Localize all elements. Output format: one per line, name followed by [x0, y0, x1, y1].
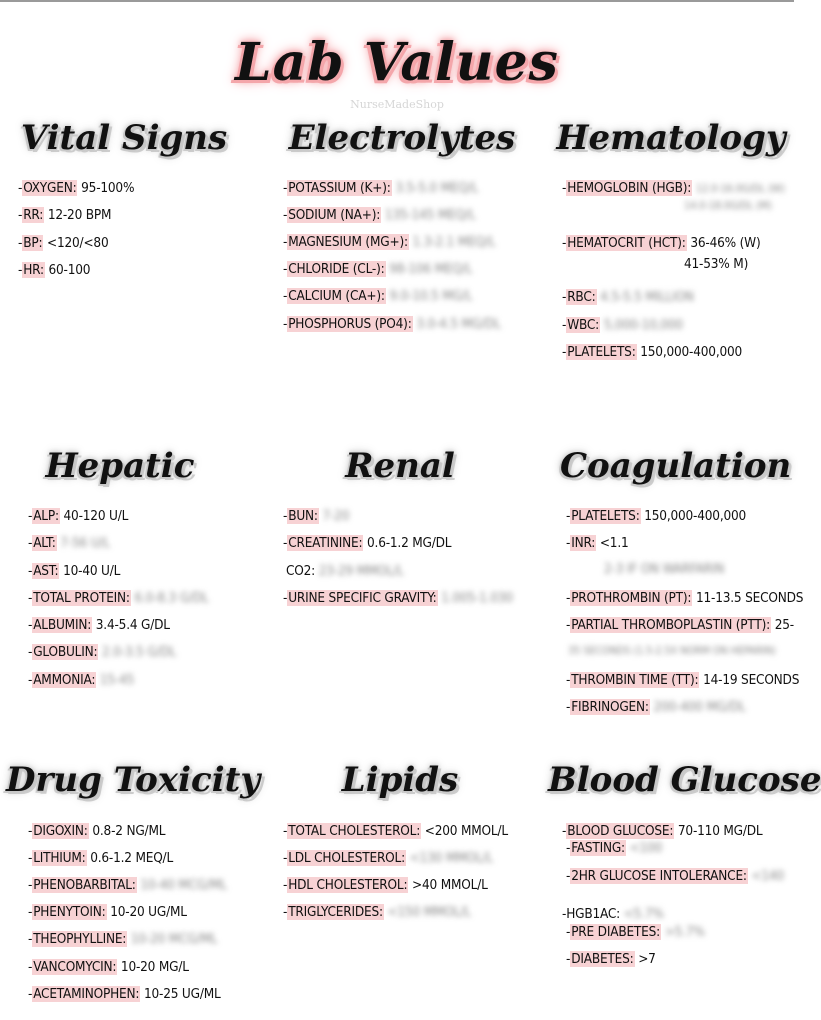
- item-label: INR:: [571, 535, 596, 551]
- item-label: BUN:: [288, 508, 318, 524]
- item-value: <120/<80: [47, 235, 109, 251]
- list-item: -PHENYTOIN: 10-20 UG/ML: [28, 904, 187, 920]
- item-label: FIBRINOGEN:: [571, 699, 649, 715]
- list-item: -HGB1AC: <5.7%: [562, 906, 664, 922]
- list-item: -DIABETES: >7: [566, 951, 656, 967]
- list-item: -AMMONIA: 15-45: [28, 672, 135, 688]
- list-item: -HEMATOCRIT (HCT): 36-46% (W): [562, 235, 761, 251]
- item-value: 14-19 SECONDS: [703, 672, 800, 688]
- item-label: PHOSPHORUS (PO4):: [288, 316, 412, 332]
- item-value: 150,000-400,000: [640, 344, 743, 360]
- item-label: BLOOD GLUCOSE:: [567, 823, 674, 839]
- item-label: TOTAL PROTEIN:: [33, 590, 130, 606]
- item-label: AMMONIA:: [33, 672, 96, 688]
- item-label: PLATELETS:: [567, 344, 636, 360]
- item-label: WBC:: [567, 317, 600, 333]
- item-value: 1.3-2.1 MEQ/L: [412, 234, 496, 250]
- item-value: 15-45: [99, 672, 135, 688]
- item-value: 25-: [774, 617, 794, 633]
- heading-electrolytes: Electrolytes: [288, 118, 516, 158]
- item-label: HGB1AC:: [566, 906, 621, 922]
- item-value: 10-40 U/L: [63, 563, 121, 579]
- list-item: -PHENOBARBITAL: 10-40 MCG/ML: [28, 877, 227, 893]
- page-title: Lab Values: [235, 32, 559, 93]
- list-item: -FIBRINOGEN: 200-400 MG/DL: [566, 699, 746, 715]
- item-value: 5,000-10,000: [603, 317, 683, 333]
- list-item: -OXYGEN: 95-100%: [18, 180, 135, 196]
- list-item: -THROMBIN TIME (TT): 14-19 SECONDS: [566, 672, 800, 688]
- item-value: 0.6-1.2 MEQ/L: [90, 850, 174, 866]
- list-item: -RR: 12-20 BPM: [18, 207, 112, 223]
- list-item: -PARTIAL THROMBOPLASTIN (PTT): 25-: [566, 617, 794, 633]
- list-item: -GLOBULIN: 2.0-3.5 G/DL: [28, 644, 177, 660]
- item-label: ALT:: [33, 535, 56, 551]
- list-item: -ALT: 7-56 U/L: [28, 535, 110, 551]
- list-item: -ALBUMIN: 3.4-5.4 G/DL: [28, 617, 170, 633]
- item-label: CO2:: [286, 563, 316, 579]
- item-value: 95-100%: [81, 180, 135, 196]
- heading-hematology: Hematology: [556, 118, 786, 158]
- item-value: 10-40 MCG/ML: [140, 877, 227, 893]
- list-item: [286, 563, 404, 579]
- list-item: -FASTING: <100: [566, 840, 663, 856]
- list-item: -TOTAL PROTEIN: 6.0-8.3 G/DL: [28, 590, 209, 606]
- item-value: <5.7%: [623, 906, 664, 922]
- item-label: RR:: [23, 207, 44, 223]
- item-label: PRE DIABETES:: [571, 924, 661, 940]
- item-value: 23-29 MMOL/L: [318, 563, 404, 579]
- item-label: HR:: [23, 262, 44, 278]
- list-item: -MAGNESIUM (MG+): 1.3-2.1 MEQ/L: [283, 234, 496, 250]
- item-value: >7: [638, 951, 656, 967]
- list-item: -WBC: 5,000-10,000: [562, 317, 683, 333]
- list-item: -THEOPHYLLINE: 10-20 MCG/ML: [28, 931, 218, 947]
- item-label: PROTHROMBIN (PT):: [571, 590, 692, 606]
- watermark: NurseMadeShop: [350, 98, 444, 111]
- item-value: <150 MMOL/L: [387, 904, 471, 920]
- item-value: <1.1: [599, 535, 629, 551]
- item-value: <100: [629, 840, 663, 856]
- item-label: PLATELETS:: [571, 508, 640, 524]
- list-item: -ACETAMINOPHEN: 10-25 UG/ML: [28, 986, 221, 1002]
- list-item: -AST: 10-40 U/L: [28, 563, 121, 579]
- list-item: -BUN: 7-20: [283, 508, 350, 524]
- list-item: -BP: <120/<80: [18, 235, 109, 251]
- item-label: 2HR GLUCOSE INTOLERANCE:: [571, 868, 747, 884]
- item-value: <140: [751, 868, 785, 884]
- list-item: -TOTAL CHOLESTEROL: <200 MMOL/L: [283, 823, 508, 839]
- item-value: 200-400 MG/DL: [653, 699, 746, 715]
- top-border: [0, 0, 794, 2]
- item-label: POTASSIUM (K+):: [288, 180, 391, 196]
- item-label: LDL CHOLESTEROL:: [288, 850, 405, 866]
- item-label: ALP:: [33, 508, 59, 524]
- list-item: -PLATELETS: 150,000-400,000: [562, 344, 743, 360]
- list-item: -URINE SPECIFIC GRAVITY: 1.005-1.030: [283, 590, 513, 606]
- list-item: -ALP: 40-120 U/L: [28, 508, 129, 524]
- heading-hepatic: Hepatic: [45, 446, 195, 486]
- item-label: TRIGLYCERIDES:: [288, 904, 383, 920]
- item-value: 3.0-4.5 MG/DL: [416, 316, 501, 332]
- item-value: >5.7%: [664, 924, 705, 940]
- item-label: THEOPHYLLINE:: [33, 931, 127, 947]
- list-item: -VANCOMYCIN: 10-20 MG/L: [28, 959, 189, 975]
- item-value: 36-46% (W): [690, 235, 761, 251]
- item-label: GLOBULIN:: [33, 644, 98, 660]
- list-item: -PROTHROMBIN (PT): 11-13.5 SECONDS: [566, 590, 804, 606]
- item-value: 40-120 U/L: [63, 508, 129, 524]
- list-item: -HDL CHOLESTEROL: >40 MMOL/L: [283, 877, 488, 893]
- item-label: OXYGEN:: [23, 180, 77, 196]
- list-item-continued: 41-53% M): [684, 256, 749, 272]
- list-item: -TRIGLYCERIDES: <150 MMOL/L: [283, 904, 471, 920]
- item-label: THROMBIN TIME (TT):: [571, 672, 699, 688]
- list-item: -HR: 60-100: [18, 262, 91, 278]
- item-label: MAGNESIUM (MG+):: [288, 234, 408, 250]
- item-value: 7-20: [322, 508, 350, 524]
- item-value: 11-13.5 SECONDS: [695, 590, 804, 606]
- list-item: -BLOOD GLUCOSE: 70-110 MG/DL: [562, 823, 763, 839]
- item-value: 6.0-8.3 G/DL: [134, 590, 209, 606]
- list-item: -DIGOXIN: 0.8-2 NG/ML: [28, 823, 166, 839]
- item-label: HEMOGLOBIN (HGB):: [567, 180, 692, 196]
- item-label: CREATININE:: [288, 535, 363, 551]
- item-label: LITHIUM:: [33, 850, 86, 866]
- item-value: 10-20 MCG/ML: [130, 931, 218, 947]
- item-label: VANCOMYCIN:: [33, 959, 117, 975]
- item-value: >40 MMOL/L: [412, 877, 488, 893]
- item-value: 9.0-10.5 MG/L: [389, 288, 473, 304]
- list-item-continued: 14.0-18.0G/DL (M): [684, 199, 772, 212]
- list-item: -HEMOGLOBIN (HGB): 12.0-16.0G/DL (W): [562, 180, 785, 196]
- item-value: 3.5-5.0 MEQ/L: [395, 180, 479, 196]
- item-value: 135-145 MEQ/L: [384, 207, 476, 223]
- list-item-continued: 2-3 IF ON WARFARIN: [604, 561, 725, 577]
- item-label: PHENYTOIN:: [33, 904, 106, 920]
- item-value: 3.4-5.4 G/DL: [95, 617, 170, 633]
- list-item: -LITHIUM: 0.6-1.2 MEQ/L: [28, 850, 174, 866]
- item-label: PHENOBARBITAL:: [33, 877, 136, 893]
- list-item: -CHLORIDE (CL-): 98-106 MEQ/L: [283, 261, 473, 277]
- item-value: 2.0-3.5 G/DL: [102, 644, 177, 660]
- item-value: <130 MMOL/L: [409, 850, 493, 866]
- heading-drug-toxicity: Drug Toxicity: [6, 760, 261, 800]
- item-label: PARTIAL THROMBOPLASTIN (PTT):: [571, 617, 771, 633]
- item-value: 10-20 MG/L: [120, 959, 189, 975]
- item-value: 0.8-2 NG/ML: [92, 823, 166, 839]
- item-label: SODIUM (NA+):: [288, 207, 381, 223]
- item-value: <200 MMOL/L: [424, 823, 508, 839]
- list-item: -SODIUM (NA+): 135-145 MEQ/L: [283, 207, 476, 223]
- heading-blood-glucose: Blood Glucose: [548, 760, 821, 800]
- item-value: 10-20 UG/ML: [110, 904, 187, 920]
- item-label: CHLORIDE (CL-):: [288, 261, 385, 277]
- item-label: RBC:: [567, 289, 596, 305]
- item-label: FASTING:: [571, 840, 625, 856]
- list-item: -RBC: 4.5-5.5 MILLION: [562, 289, 694, 305]
- item-value: 150,000-400,000: [644, 508, 747, 524]
- item-value: 98-106 MEQ/L: [389, 261, 473, 277]
- list-item: -2HR GLUCOSE INTOLERANCE: <140: [566, 868, 785, 884]
- list-item: -INR: <1.1: [566, 535, 629, 551]
- item-value: 7-56 U/L: [60, 535, 110, 551]
- item-value: 1.005-1.030: [441, 590, 513, 606]
- item-label: TOTAL CHOLESTEROL:: [288, 823, 421, 839]
- item-value: 4.5-5.5 MILLION: [600, 289, 694, 305]
- item-label: CALCIUM (CA+):: [288, 288, 385, 304]
- item-value: 0.6-1.2 MG/DL: [367, 535, 452, 551]
- item-label: DIABETES:: [571, 951, 634, 967]
- list-item: -PLATELETS: 150,000-400,000: [566, 508, 747, 524]
- list-item: -PRE DIABETES: >5.7%: [566, 924, 705, 940]
- item-value: 10-25 UG/ML: [143, 986, 221, 1002]
- list-item: -POTASSIUM (K+): 3.5-5.0 MEQ/L: [283, 180, 479, 196]
- item-label: DIGOXIN:: [33, 823, 88, 839]
- item-label: URINE SPECIFIC GRAVITY:: [288, 590, 437, 606]
- item-value: 12.0-16.0G/DL (W): [695, 182, 785, 195]
- item-value: 60-100: [48, 262, 91, 278]
- item-value: 12-20 BPM: [47, 207, 112, 223]
- item-label: ALBUMIN:: [33, 617, 92, 633]
- heading-renal: Renal: [345, 446, 455, 486]
- item-value: 70-110 MG/DL: [677, 823, 763, 839]
- list-item-continued: 35 SECONDS (1.5-2.5X NORM ON HEPARIN): [568, 644, 776, 657]
- heading-vital-signs: Vital Signs: [20, 118, 228, 158]
- item-label: AST:: [33, 563, 59, 579]
- item-label: BP:: [23, 235, 43, 251]
- item-label: ACETAMINOPHEN:: [33, 986, 140, 1002]
- list-item: -CREATININE: 0.6-1.2 MG/DL: [283, 535, 452, 551]
- item-label: HDL CHOLESTEROL:: [288, 877, 408, 893]
- heading-coagulation: Coagulation: [560, 446, 792, 486]
- heading-lipids: Lipids: [341, 760, 459, 800]
- list-item: -PHOSPHORUS (PO4): 3.0-4.5 MG/DL: [283, 316, 501, 332]
- list-item: -CALCIUM (CA+): 9.0-10.5 MG/L: [283, 288, 473, 304]
- list-item: -LDL CHOLESTEROL: <130 MMOL/L: [283, 850, 493, 866]
- item-label: HEMATOCRIT (HCT):: [567, 235, 686, 251]
